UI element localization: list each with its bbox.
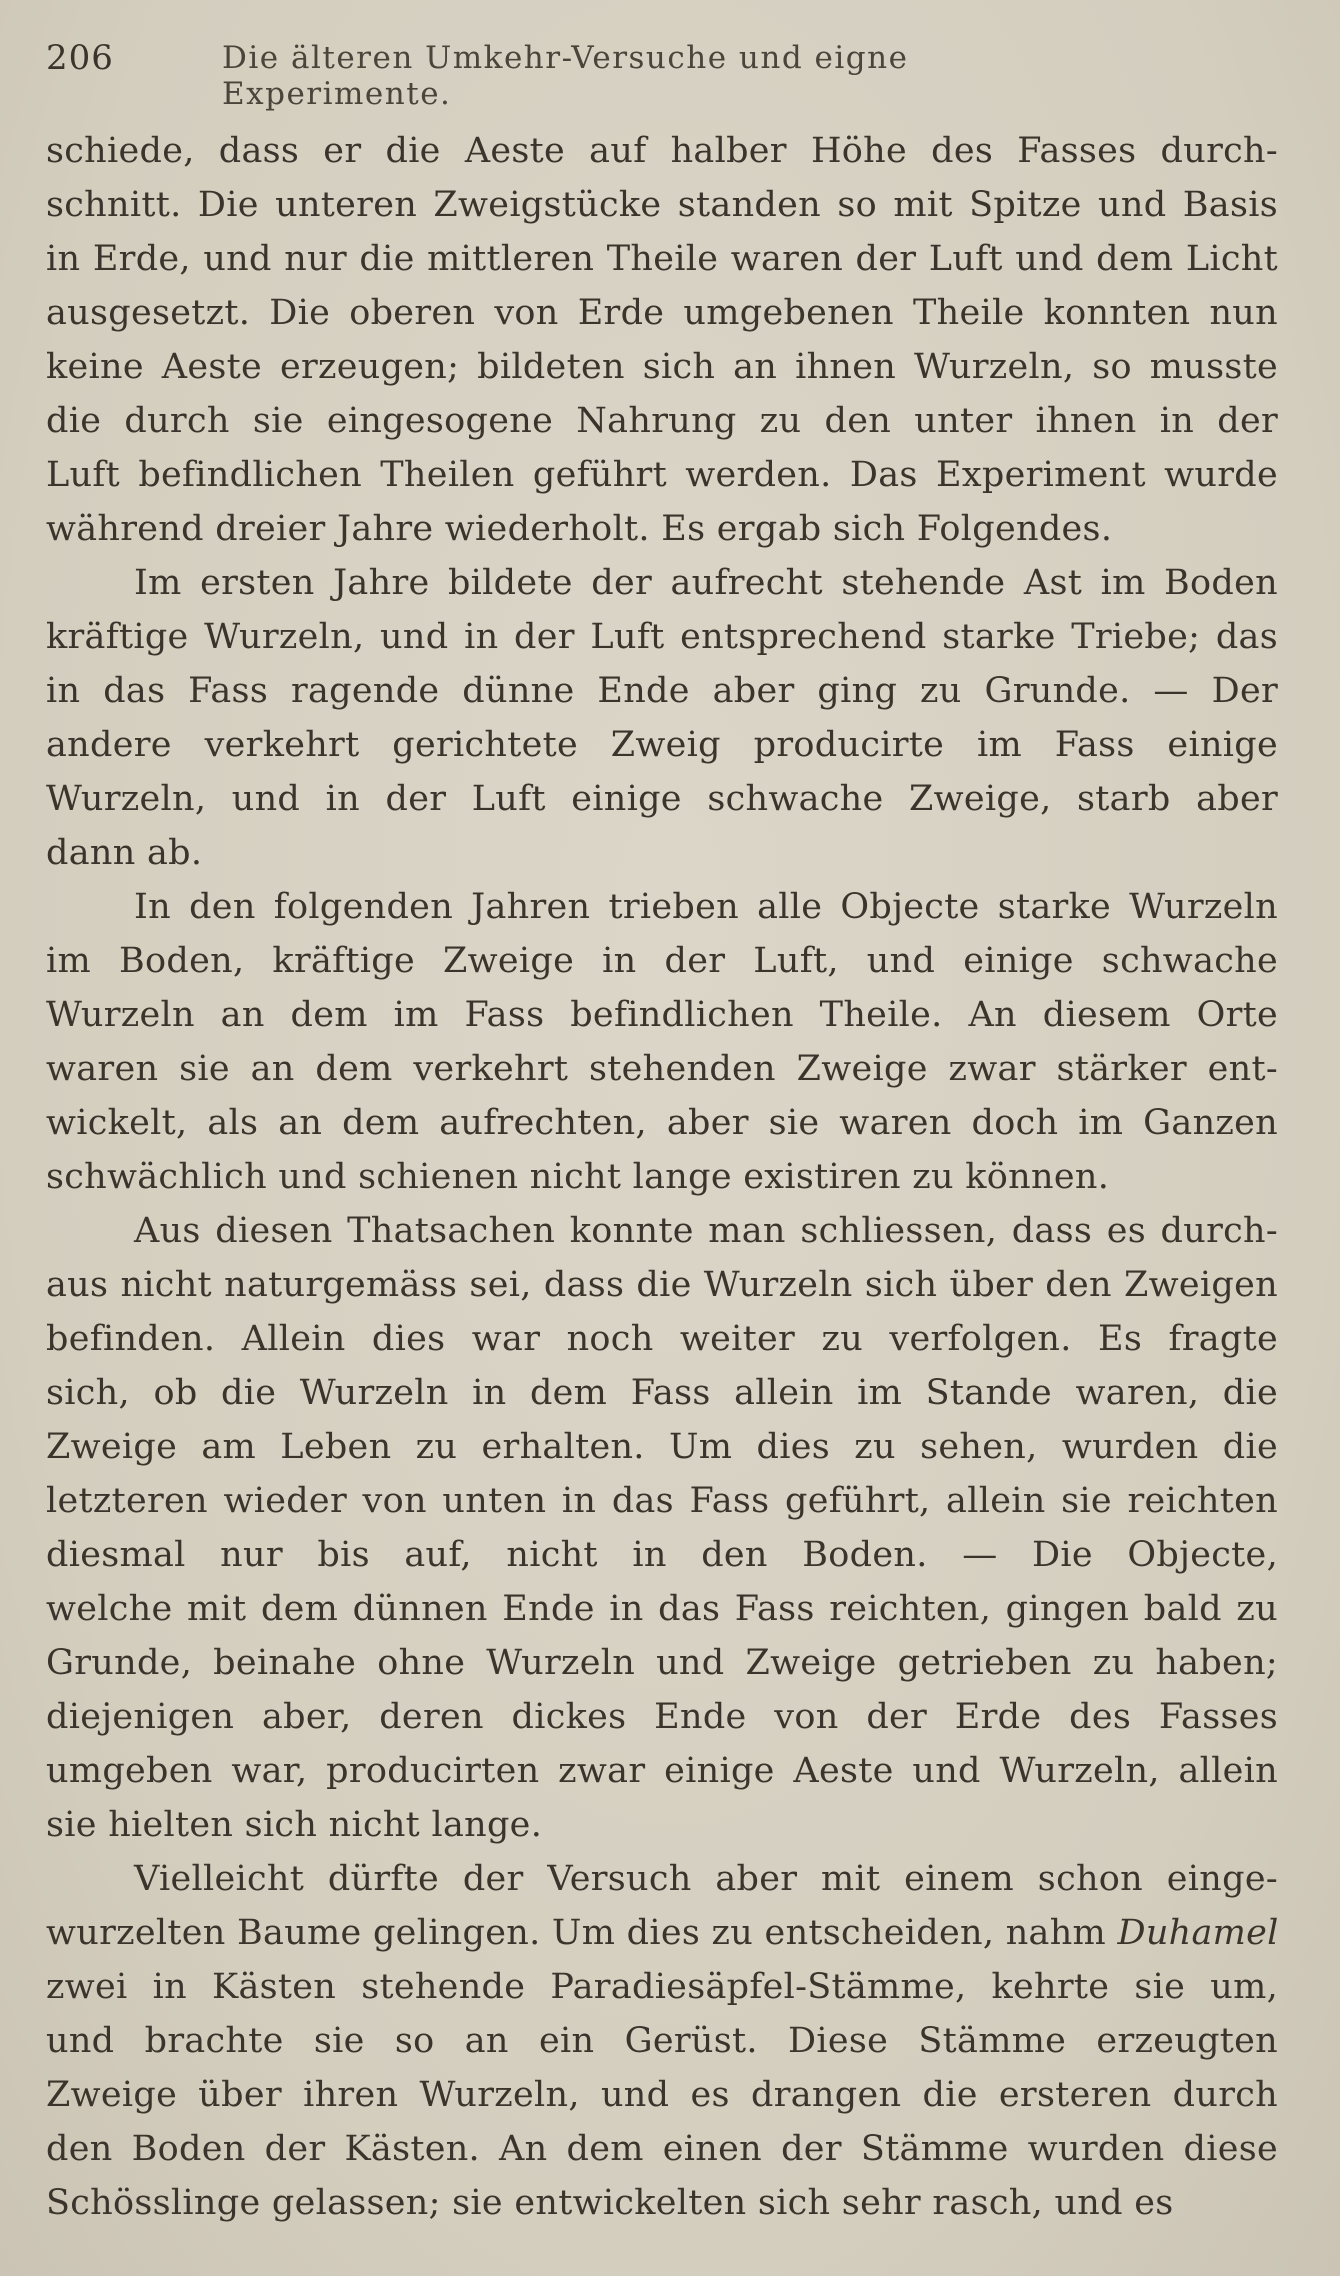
text-line: Zweige am Leben zu erhalten. Um dies zu sehen, wurden die bbox=[46, 1427, 1278, 1467]
text-line: waren sie an dem verkehrt stehenden Zweige zwar stärker ent- bbox=[46, 1049, 1278, 1089]
paragraph bbox=[46, 1204, 1278, 1852]
text-line: welche mit dem dünnen Ende in das Fass reichten, gingen bald zu bbox=[46, 1589, 1278, 1629]
text-line: diesmal nur bis auf, nicht in den Boden. — Die Objecte, bbox=[46, 1535, 1278, 1575]
text-line: Aus diesen Thatsachen konnte man schliessen, dass es durch- bbox=[134, 1211, 1278, 1251]
text-line: wurzelten Baume gelingen. Um dies zu entscheiden, nahm Duhamel bbox=[46, 1913, 1279, 1953]
text-line: aus nicht naturgemäss sei, dass die Wurzeln sich über den Zweigen bbox=[46, 1265, 1278, 1305]
text-line: andere verkehrt gerichtete Zweig producirte im Fass einige bbox=[46, 725, 1278, 765]
text-line: schwächlich und schienen nicht lange existiren zu können. bbox=[46, 1157, 1110, 1197]
text-line: ausgesetzt. Die oberen von Erde umgebenen Theile konnten nun bbox=[46, 293, 1278, 333]
text-line: Im ersten Jahre bildete der aufrecht stehende Ast im Boden bbox=[134, 563, 1278, 603]
running-title: Die älteren Umkehr-Versuche und eigne Experimente. bbox=[222, 40, 909, 112]
text-line: In den folgenden Jahren trieben alle Objecte starke Wurzeln bbox=[134, 887, 1278, 927]
text-line: diejenigen aber, deren dickes Ende von der Erde des Fasses bbox=[46, 1697, 1278, 1737]
paragraph bbox=[46, 556, 1278, 880]
text-line: während dreier Jahre wiederholt. Es ergab sich Folgendes. bbox=[46, 509, 1113, 549]
text-line: in das Fass ragende dünne Ende aber ging zu Grunde. — Der bbox=[46, 671, 1278, 711]
paragraph bbox=[46, 880, 1278, 1204]
text-line: Grunde, beinahe ohne Wurzeln und Zweige getrieben zu haben; bbox=[46, 1643, 1278, 1683]
text-line: und brachte sie so an ein Gerüst. Diese Stämme erzeugten bbox=[46, 2021, 1278, 2061]
text-line: schiede, dass er die Aeste auf halber Höhe des Fasses durch- bbox=[46, 131, 1278, 171]
text-line: dann ab. bbox=[46, 833, 203, 873]
text-line: sich, ob die Wurzeln in dem Fass allein im Stande waren, die bbox=[46, 1373, 1278, 1413]
text-line: die durch sie eingesogene Nahrung zu den unter ihnen in der bbox=[46, 401, 1278, 441]
text-line: Luft befindlichen Theilen geführt werden. Das Experiment wurde bbox=[46, 455, 1278, 495]
italic-name: Duhamel bbox=[1117, 1913, 1279, 1953]
text-line: wickelt, als an dem aufrechten, aber sie waren doch im Ganzen bbox=[46, 1103, 1278, 1143]
text-line: letzteren wieder von unten in das Fass geführt, allein sie reichten bbox=[46, 1481, 1278, 1521]
text-line: Zweige über ihren Wurzeln, und es drangen die ersteren durch bbox=[46, 2075, 1278, 2115]
text-line: schnitt. Die unteren Zweigstücke standen so mit Spitze und Basis bbox=[46, 185, 1278, 225]
text-line: im Boden, kräftige Zweige in der Luft, und einige schwache bbox=[46, 941, 1278, 981]
text-line: in Erde, und nur die mittleren Theile waren der Luft und dem Licht bbox=[46, 239, 1278, 279]
text-line: umgeben war, producirten zwar einige Aeste und Wurzeln, allein bbox=[46, 1751, 1278, 1791]
text-line: Vielleicht dürfte der Versuch aber mit einem schon einge- bbox=[134, 1859, 1278, 1899]
text-line: Wurzeln an dem im Fass befindlichen Theile. An diesem Orte bbox=[46, 995, 1278, 1035]
page-number: 206 bbox=[46, 38, 114, 78]
text-line: zwei in Kästen stehende Paradiesäpfel-Stämme, kehrte sie um, bbox=[46, 1967, 1278, 2007]
text-line: den Boden der Kästen. An dem einen der Stämme wurden diese bbox=[46, 2129, 1278, 2169]
paragraph bbox=[46, 124, 1278, 556]
text-line: keine Aeste erzeugen; bildeten sich an ihnen Wurzeln, so musste bbox=[46, 347, 1278, 387]
body-text bbox=[46, 124, 1278, 2230]
text-line: befinden. Allein dies war noch weiter zu verfolgen. Es fragte bbox=[46, 1319, 1278, 1359]
running-head bbox=[46, 38, 1126, 112]
paragraph bbox=[46, 1852, 1278, 2230]
text-line: kräftige Wurzeln, und in der Luft entsprechend starke Triebe; das bbox=[46, 617, 1278, 657]
text-line: Schösslinge gelassen; sie entwickelten sich sehr rasch, und es bbox=[46, 2183, 1174, 2223]
text-line: sie hielten sich nicht lange. bbox=[46, 1805, 543, 1845]
text-line: Wurzeln, und in der Luft einige schwache Zweige, starb aber bbox=[46, 779, 1278, 819]
